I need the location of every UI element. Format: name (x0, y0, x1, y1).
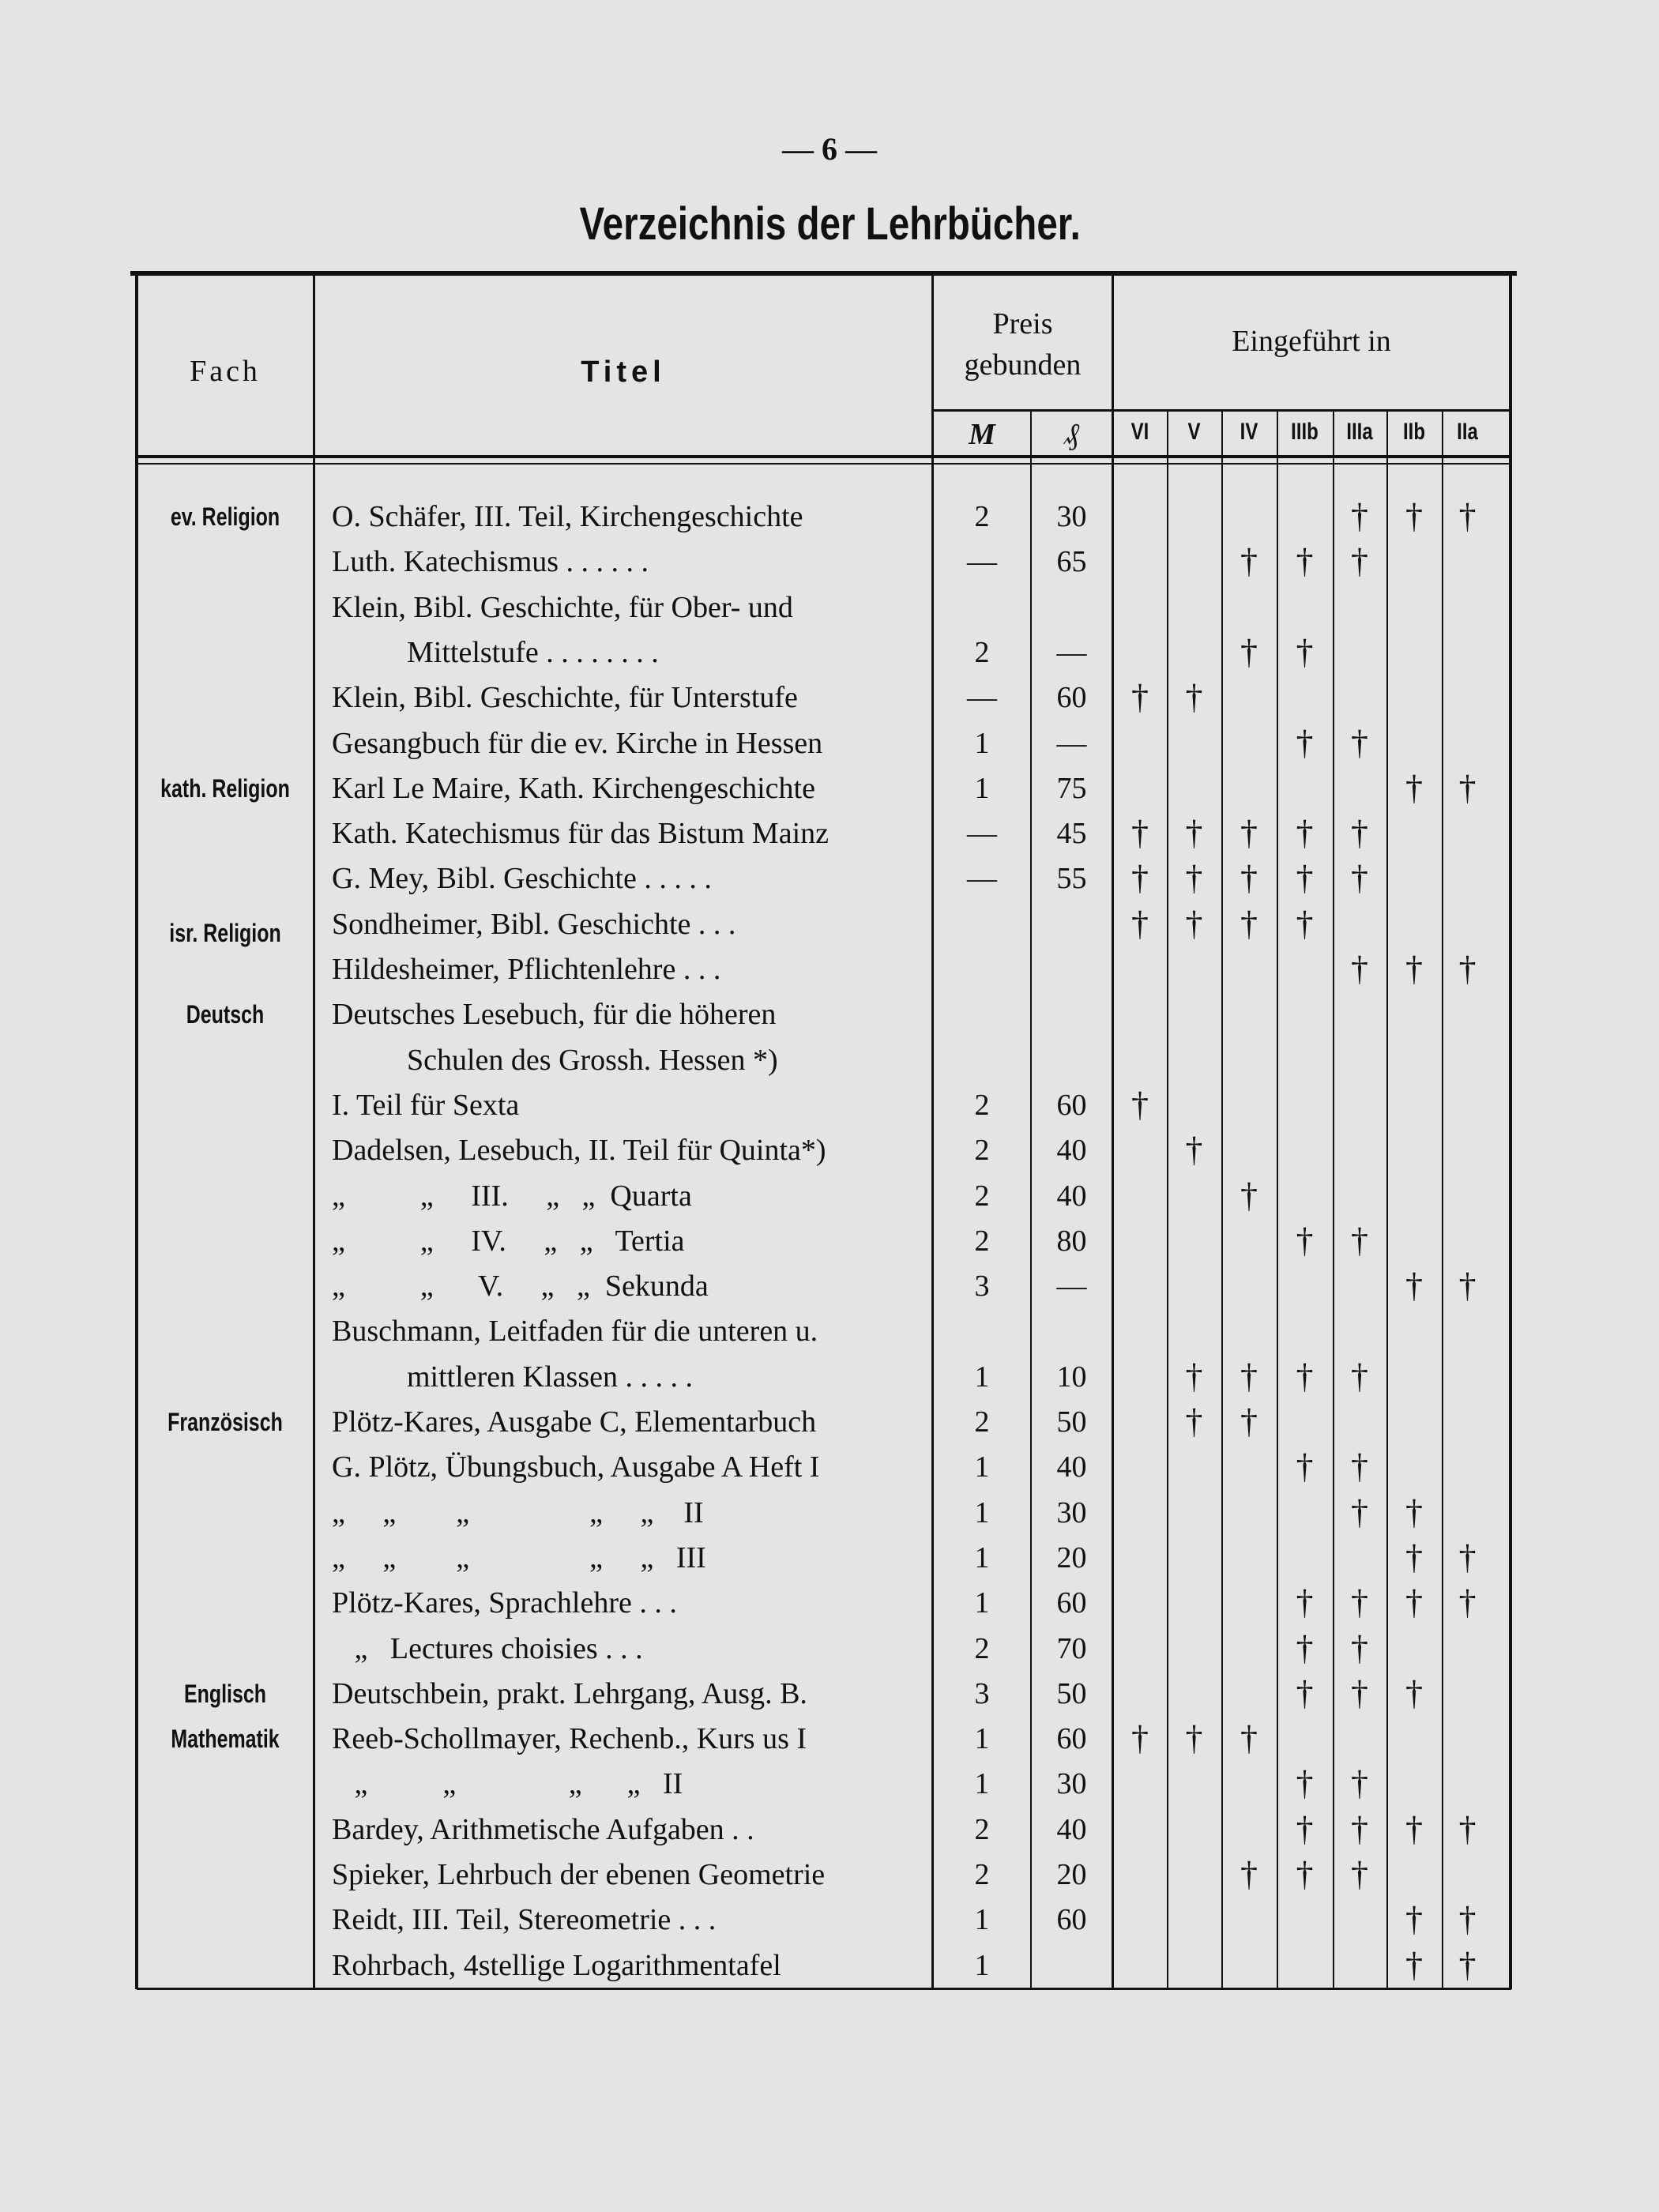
price-mark: 2 (974, 1812, 990, 1846)
book-title-line: Klein, Bibl. Geschichte, für Unterstufe (332, 681, 798, 715)
price-pfennig: 60 (1056, 1903, 1087, 1937)
introduced-mark-icon: † (1405, 1583, 1423, 1623)
introduced-mark-icon: † (1296, 904, 1314, 943)
price-mark: — (967, 545, 997, 579)
introduced-mark-icon: † (1405, 1266, 1423, 1306)
subject-label: Französisch (167, 1408, 283, 1436)
price-pfennig: 75 (1056, 771, 1087, 805)
book-title-line: G. Mey, Bibl. Geschichte . . . . . (332, 862, 712, 896)
introduced-mark-icon: † (1351, 1673, 1368, 1713)
price-mark: 1 (974, 1722, 990, 1756)
subject-label: Mathematik (171, 1725, 280, 1754)
book-title-line: Klein, Bibl. Geschichte, für Ober- und (332, 590, 793, 624)
introduced-mark-icon: † (1185, 678, 1203, 717)
book-title-line: Spieker, Lehrbuch der ebenen Geometrie (332, 1858, 826, 1891)
price-mark: 2 (974, 500, 990, 533)
introduced-mark-icon: † (1351, 497, 1368, 536)
introduced-mark-icon: † (1240, 632, 1258, 672)
introduced-mark-icon: † (1131, 814, 1149, 853)
book-title-line: „ „ „ „ II (332, 1767, 683, 1801)
price-mark: 1 (974, 726, 990, 760)
header-class-iib: IIb (1403, 419, 1425, 445)
price-mark: 1 (974, 1767, 990, 1801)
class-divider (1221, 409, 1223, 1989)
book-title-line: „ „ III. „ „ Quarta (332, 1179, 692, 1213)
header-class-iiia: IIIa (1346, 419, 1373, 445)
introduced-mark-icon: † (1296, 859, 1314, 898)
introduced-mark-icon: † (1458, 1266, 1477, 1306)
price-pfennig: 60 (1056, 1586, 1087, 1620)
class-divider (1386, 409, 1388, 1989)
price-mark: — (967, 817, 997, 851)
introduced-mark-icon: † (1458, 1537, 1477, 1577)
price-mark: 2 (974, 1134, 990, 1168)
book-title-line: Sondheimer, Bibl. Geschichte . . . (332, 907, 736, 941)
price-mark: 2 (974, 1405, 990, 1439)
header-pfennig: ₰ (1064, 418, 1079, 451)
price-pfennig: 20 (1056, 1540, 1087, 1574)
preis-divider (1112, 273, 1114, 1989)
price-pfennig: 10 (1056, 1360, 1087, 1394)
introduced-mark-icon: † (1240, 1176, 1258, 1215)
introduced-mark-icon: † (1185, 1402, 1203, 1441)
introduced-mark-icon: † (1131, 1085, 1149, 1124)
introduced-mark-icon: † (1131, 859, 1149, 898)
introduced-mark-icon: † (1296, 1764, 1314, 1804)
book-title-line: Plötz-Kares, Sprachlehre . . . (332, 1586, 677, 1620)
introduced-mark-icon: † (1240, 814, 1258, 853)
price-pfennig: 40 (1056, 1179, 1087, 1213)
introduced-mark-icon: † (1296, 1809, 1314, 1849)
subject-label: isr. Religion (169, 919, 281, 948)
introduced-mark-icon: † (1405, 950, 1423, 988)
introduced-mark-icon: † (1296, 1673, 1314, 1713)
introduced-mark-icon: † (1240, 542, 1258, 581)
introduced-mark-icon: † (1131, 678, 1149, 717)
introduced-mark-icon: † (1351, 814, 1368, 853)
price-mark: — (967, 862, 997, 896)
book-title-line: Rohrbach, 4stellige Logarithmentafel (332, 1948, 781, 1982)
class-divider (1167, 409, 1168, 1989)
introduced-mark-icon: † (1351, 859, 1368, 898)
introduced-mark-icon: † (1185, 904, 1203, 943)
header-eingefuehrt: Eingeführt in (1232, 325, 1391, 358)
table-bottom-rule (137, 1988, 1511, 1990)
book-title-line: Reidt, III. Teil, Stereometrie . . . (332, 1903, 717, 1937)
book-title-line: Deutschbein, prakt. Lehrgang, Ausg. B. (332, 1676, 807, 1710)
price-mark: 3 (974, 1676, 990, 1710)
introduced-mark-icon: † (1240, 1855, 1258, 1894)
introduced-mark-icon: † (1296, 1221, 1314, 1260)
header-preis: Preis (992, 307, 1053, 340)
book-title-line: Dadelsen, Lesebuch, II. Teil für Quinta*) (332, 1134, 826, 1168)
introduced-mark-icon: † (1351, 723, 1368, 762)
price-pfennig: 50 (1056, 1405, 1087, 1439)
introduced-mark-icon: † (1351, 1809, 1368, 1849)
book-title-line: Hildesheimer, Pflichtenlehre . . . (332, 953, 721, 986)
book-title-line: „ Lectures choisies . . . (332, 1631, 643, 1665)
book-title-line: Plötz-Kares, Ausgabe C, Elementarbuch (332, 1405, 817, 1439)
price-pfennig: 40 (1056, 1450, 1087, 1484)
introduced-mark-icon: † (1351, 950, 1368, 988)
book-title-line: Schulen des Grossh. Hessen *) (407, 1043, 778, 1077)
book-title-line: I. Teil für Sexta (332, 1088, 520, 1122)
right-border (1509, 273, 1512, 1989)
introduced-mark-icon: † (1351, 1221, 1368, 1260)
introduced-mark-icon: † (1296, 1583, 1314, 1623)
introduced-mark-icon: † (1458, 1809, 1477, 1849)
book-title-line: „ „ „ „ „ II (332, 1495, 704, 1529)
price-pfennig: 40 (1056, 1812, 1087, 1846)
book-title-line: G. Plötz, Übungsbuch, Ausgabe A Heft I (332, 1450, 820, 1484)
page-title: Verzeichnis der Lehrbücher. (579, 198, 1081, 250)
price-pfennig: 60 (1056, 681, 1087, 715)
introduced-mark-icon: † (1240, 1356, 1258, 1396)
introduced-mark-icon: † (1185, 859, 1203, 898)
header-class-v: V (1187, 419, 1201, 445)
price-pfennig: 55 (1056, 862, 1087, 896)
price-pfennig: 80 (1056, 1224, 1087, 1258)
price-mark: 3 (974, 1270, 990, 1304)
introduced-mark-icon: † (1185, 1719, 1203, 1759)
book-title-line: Mittelstufe . . . . . . . . (407, 635, 659, 669)
introduced-mark-icon: † (1458, 768, 1477, 807)
price-mark: 1 (974, 771, 990, 805)
book-title-line: Kath. Katechismus für das Bistum Mainz (332, 817, 830, 851)
fach-divider (313, 273, 315, 1989)
introduced-mark-icon: † (1296, 1447, 1314, 1487)
introduced-mark-icon: † (1240, 1402, 1258, 1441)
book-title-line: Karl Le Maire, Kath. Kirchengeschichte (332, 771, 815, 805)
book-title-line: „ „ „ „ „ III (332, 1540, 706, 1574)
introduced-mark-icon: † (1405, 768, 1423, 807)
introduced-mark-icon: † (1351, 1764, 1368, 1804)
book-title-line: Luth. Katechismus . . . . . . (332, 545, 649, 579)
price-pfennig: — (1056, 1270, 1087, 1304)
header-gebunden: gebunden (964, 348, 1082, 382)
price-pfennig: 60 (1056, 1722, 1087, 1756)
header-bottom-rule-2 (137, 463, 1511, 465)
price-pfennig: — (1056, 635, 1087, 669)
header-bottom-rule (137, 455, 1511, 458)
introduced-mark-icon: † (1405, 1673, 1423, 1713)
subject-label: ev. Religion (170, 502, 280, 531)
price-mark: — (967, 681, 997, 715)
header-class-vi: VI (1130, 419, 1149, 445)
price-pfennig: 65 (1056, 545, 1087, 579)
price-mark: 1 (974, 1360, 990, 1394)
introduced-mark-icon: † (1240, 904, 1258, 943)
introduced-mark-icon: † (1458, 950, 1477, 988)
class-divider (1442, 409, 1443, 1989)
book-title-line: mittleren Klassen . . . . . (407, 1360, 693, 1394)
price-pfennig: 40 (1056, 1134, 1087, 1168)
price-mark: 2 (974, 1631, 990, 1665)
price-pfennig: 30 (1056, 1767, 1087, 1801)
introduced-mark-icon: † (1351, 1492, 1368, 1532)
introduced-mark-icon: † (1240, 1719, 1258, 1759)
header-titel: Titel (581, 356, 666, 389)
price-mark: 1 (974, 1903, 990, 1937)
book-title-line: Gesangbuch für die ev. Kirche in Hessen (332, 726, 823, 760)
header-class-iia: IIa (1457, 419, 1478, 445)
introduced-mark-icon: † (1405, 1492, 1423, 1532)
price-pfennig: 20 (1056, 1858, 1087, 1891)
subject-label: kath. Religion (160, 773, 290, 803)
introduced-mark-icon: † (1131, 904, 1149, 943)
price-mark: 1 (974, 1450, 990, 1484)
introduced-mark-icon: † (1185, 814, 1203, 853)
introduced-mark-icon: † (1351, 1855, 1368, 1894)
introduced-mark-icon: † (1240, 859, 1258, 898)
left-border (135, 273, 138, 1989)
book-title-line: Reeb-Schollmayer, Rechenb., Kurs us I (332, 1722, 807, 1756)
introduced-mark-icon: † (1351, 1583, 1368, 1623)
introduced-mark-icon: † (1296, 1855, 1314, 1894)
price-mark: 1 (974, 1495, 990, 1529)
price-mark: 2 (974, 1224, 990, 1258)
book-title-line: „ „ V. „ „ Sekunda (332, 1270, 709, 1304)
introduced-mark-icon: † (1296, 542, 1314, 581)
page-number: — 6 — (782, 131, 877, 167)
introduced-mark-icon: † (1458, 1583, 1477, 1623)
subject-label: Deutsch (186, 1000, 265, 1029)
introduced-mark-icon: † (1296, 1628, 1314, 1668)
price-pfennig: 30 (1056, 500, 1087, 533)
header-class-iv: IV (1240, 419, 1258, 445)
book-title-line: Bardey, Arithmetische Aufgaben . . (332, 1812, 754, 1846)
introduced-mark-icon: † (1405, 1809, 1423, 1849)
price-mark: 2 (974, 1179, 990, 1213)
introduced-mark-icon: † (1458, 1900, 1477, 1939)
introduced-mark-icon: † (1351, 1628, 1368, 1668)
book-title-line: O. Schäfer, III. Teil, Kirchengeschichte (332, 500, 803, 533)
introduced-mark-icon: † (1351, 542, 1368, 581)
class-divider (1333, 409, 1334, 1989)
introduced-mark-icon: † (1296, 814, 1314, 853)
price-mark: 2 (974, 635, 990, 669)
introduced-mark-icon: † (1296, 1356, 1314, 1396)
book-title-line: „ „ IV. „ „ Tertia (332, 1224, 685, 1258)
header-fach: Fach (190, 355, 261, 388)
introduced-mark-icon: † (1405, 1945, 1423, 1984)
subject-label: Englisch (183, 1679, 267, 1708)
introduced-mark-icon: † (1351, 1356, 1368, 1396)
introduced-mark-icon: † (1351, 1447, 1368, 1487)
introduced-mark-icon: † (1458, 1945, 1477, 1984)
header-mark: M (969, 418, 995, 451)
price-pfennig: — (1056, 726, 1087, 760)
price-pfennig: 70 (1056, 1631, 1087, 1665)
price-mark: 2 (974, 1088, 990, 1122)
price-mark: 1 (974, 1948, 990, 1982)
price-mark: 1 (974, 1586, 990, 1620)
introduced-mark-icon: † (1185, 1356, 1203, 1396)
introduced-mark-icon: † (1185, 1130, 1203, 1170)
book-title-line: Deutsches Lesebuch, für die höheren (332, 998, 777, 1032)
introduced-mark-icon: † (1296, 723, 1314, 762)
price-pfennig: 60 (1056, 1088, 1087, 1122)
book-title-line: Buschmann, Leitfaden für die unteren u. (332, 1315, 818, 1349)
introduced-mark-icon: † (1405, 1537, 1423, 1577)
price-pfennig: 30 (1056, 1495, 1087, 1529)
price-mark: 1 (974, 1540, 990, 1574)
introduced-mark-icon: † (1458, 497, 1477, 536)
price-pfennig: 45 (1056, 817, 1087, 851)
class-divider (1277, 409, 1278, 1989)
price-mark: 2 (974, 1858, 990, 1891)
introduced-mark-icon: † (1296, 632, 1314, 672)
introduced-mark-icon: † (1405, 1900, 1423, 1939)
table-top-rule (130, 271, 1517, 276)
introduced-mark-icon: † (1405, 497, 1423, 536)
header-class-iiib: IIIb (1291, 419, 1319, 445)
price-pfennig: 50 (1056, 1676, 1087, 1710)
introduced-mark-icon: † (1131, 1719, 1149, 1759)
